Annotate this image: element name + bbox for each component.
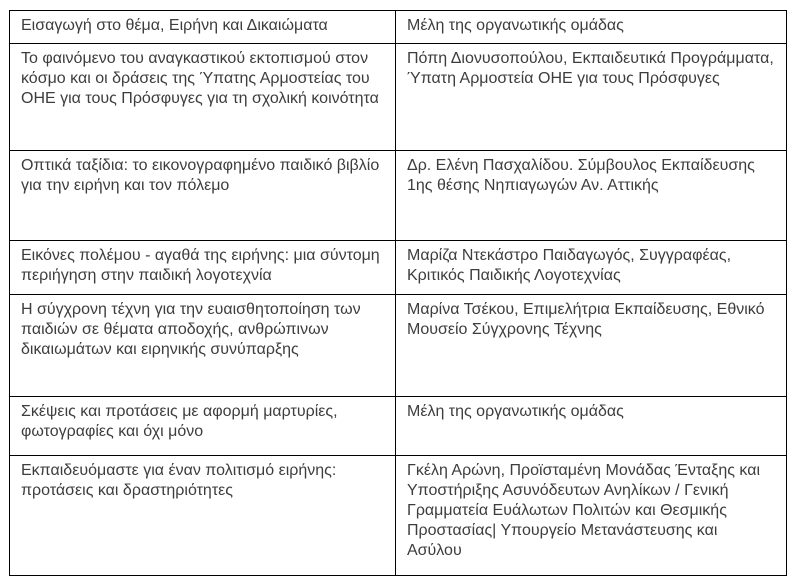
table-row <box>10 241 787 295</box>
presenter-cell: Μαρίζα Ντεκάστρο Παιδαγωγός, Συγγραφέας, Κριτικός Παιδικής Λογοτεχνίας <box>396 241 787 295</box>
program-table <box>9 10 787 576</box>
topic-cell: Εισαγωγή στο θέμα, Ειρήνη και Δικαιώματα <box>10 11 396 44</box>
table-row <box>10 11 787 44</box>
presenter-cell: Πόπη Διονυσοπούλου, Εκπαιδευτικά Προγράμματα, Ύπατη Αρμοστεία ΟΗΕ για τους Πρόσφυγες <box>396 44 787 151</box>
presenter-cell: Μαρίνα Τσέκου, Επιμελήτρια Εκπαίδευσης, Εθνικό Μουσείο Σύγχρονης Τέχνης <box>396 295 787 397</box>
topic-cell: Η σύγχρονη τέχνη για την ευαισθητοποίηση των παιδιών σε θέματα αποδοχής, ανθρώπινων δικαιωμάτων και ειρηνικής συνύπαρξης <box>10 295 396 397</box>
topic-cell: Οπτικά ταξίδια: το εικονογραφημένο παιδικό βιβλίο για την ειρήνη και τον πόλεμο <box>10 151 396 241</box>
topic-cell: Εκπαιδευόμαστε για έναν πολιτισμό ειρήνης: προτάσεις και δραστηριότητες <box>10 456 396 576</box>
table-row <box>10 44 787 151</box>
presenter-cell: Μέλη της οργανωτικής ομάδας <box>396 397 787 456</box>
table-row <box>10 151 787 241</box>
topic-cell: Σκέψεις και προτάσεις με αφορμή μαρτυρίες, φωτογραφίες και όχι μόνο <box>10 397 396 456</box>
table-row <box>10 456 787 576</box>
topic-cell: Το φαινόμενο του αναγκαστικού εκτοπισμού στον κόσμο και οι δράσεις της Ύπατης Αρμοστείας του ΟΗΕ για τους Πρόσφυγες για τη σχολική κοινότητα <box>10 44 396 151</box>
table-row <box>10 397 787 456</box>
table-row <box>10 295 787 397</box>
topic-cell: Εικόνες πολέμου - αγαθά της ειρήνης: μια σύντομη περιήγηση στην παιδική λογοτεχνία <box>10 241 396 295</box>
presenter-cell: Γκέλη Αρώνη, Προϊσταμένη Μονάδας Ένταξης και Υποστήριξης Ασυνόδευτων Ανηλίκων / Γενική Γραμματεία Ευάλωτων Πολιτών και Θεσμικής Προστασίας| Υπουργείο Μετανάστευσης και Ασύλου <box>396 456 787 576</box>
presenter-cell: Μέλη της οργανωτικής ομάδας <box>396 11 787 44</box>
presenter-cell: Δρ. Ελένη Πασχαλίδου. Σύμβουλος Εκπαίδευσης 1ης θέσης Νηπιαγωγών Αν. Αττικής <box>396 151 787 241</box>
